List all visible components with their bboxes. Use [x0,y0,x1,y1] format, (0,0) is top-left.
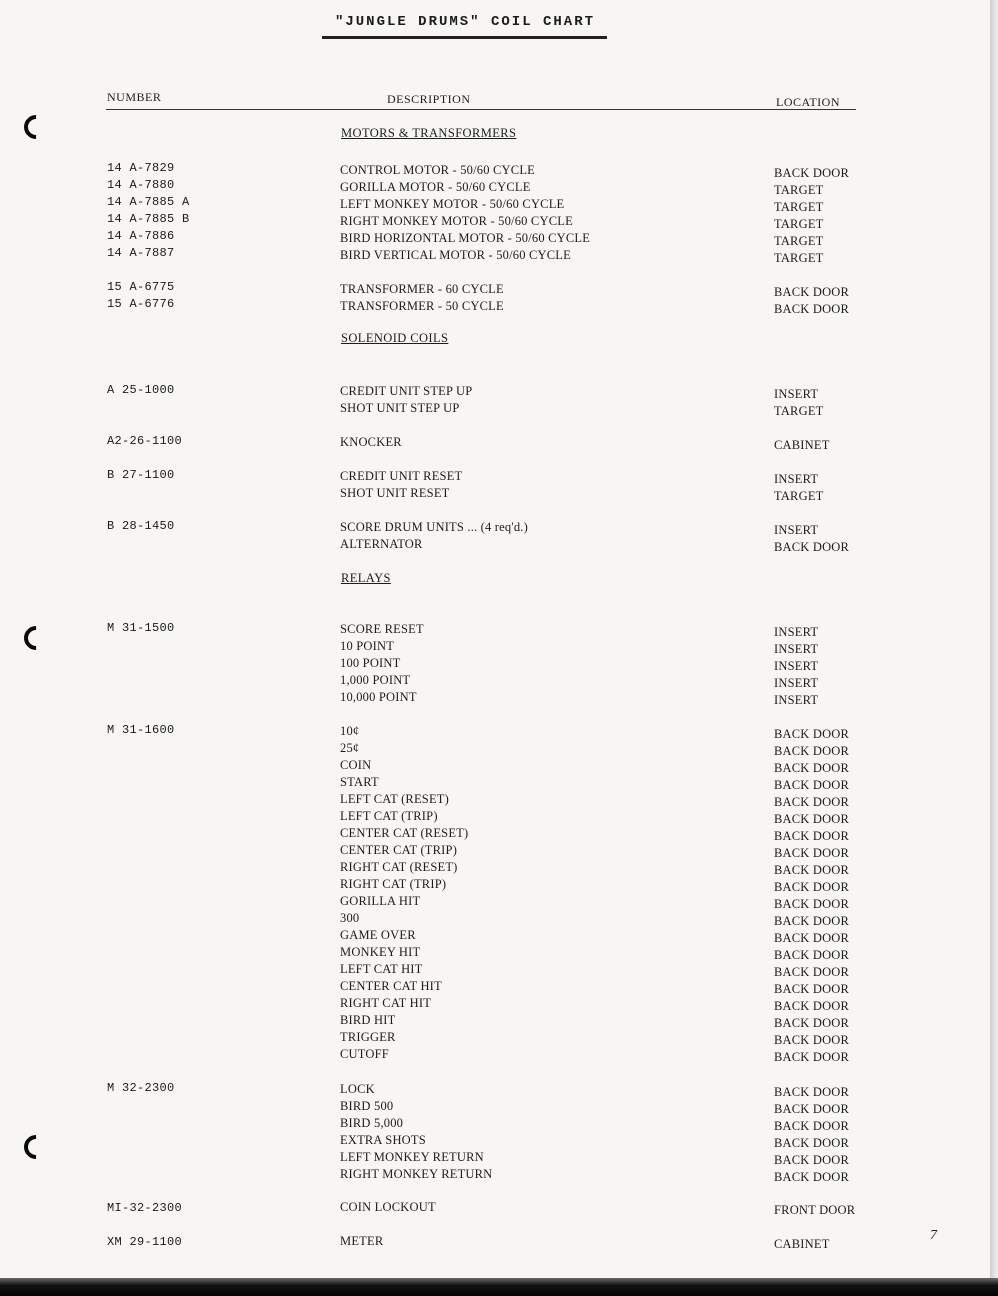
part-description: 10¢ [340,724,360,738]
part-location: BACK DOOR [774,1016,850,1030]
column-header-number: NUMBER [107,90,162,104]
part-location: TARGET [774,234,824,248]
part-number: XM 29-1100 [107,1235,183,1249]
part-description: TRANSFORMER - 60 CYCLE [340,282,504,296]
part-location: BACK DOOR [774,880,850,894]
part-description: RIGHT CAT (TRIP) [340,877,447,891]
part-location: BACK DOOR [774,1119,850,1133]
column-header-location: LOCATION [776,95,840,109]
part-description: START [340,775,379,789]
part-location: BACK DOOR [774,863,850,877]
part-location: BACK DOOR [774,931,850,945]
part-location: BACK DOOR [774,914,850,928]
part-location: BACK DOOR [774,948,850,962]
part-number: B 27-1100 [107,468,175,482]
part-number: M 31-1600 [107,723,175,737]
part-location: BACK DOOR [774,1102,850,1116]
part-description: METER [340,1234,384,1248]
part-description: BIRD VERTICAL MOTOR - 50/60 CYCLE [340,248,571,262]
part-location: CABINET [774,438,830,452]
part-description: BIRD 5,000 [340,1116,404,1130]
part-location: BACK DOOR [774,1136,850,1150]
section-heading: RELAYS [341,571,391,585]
part-description: LEFT CAT HIT [340,962,423,976]
part-description: 300 [340,911,360,925]
part-number: A2-26-1100 [107,434,183,448]
part-location: INSERT [774,642,819,656]
document-title: "JUNGLE DRUMS" COIL CHART [334,14,596,30]
part-location: INSERT [774,387,819,401]
part-location: TARGET [774,404,824,418]
part-description: 100 POINT [340,656,401,670]
part-location: BACK DOOR [774,727,850,741]
part-location: TARGET [774,489,824,503]
part-location: TARGET [774,217,824,231]
part-location: BACK DOOR [774,302,850,316]
page-number: 7 [930,1228,937,1243]
part-description: ALTERNATOR [340,537,423,551]
part-number: 14 A-7885 B [107,212,190,226]
part-location: TARGET [774,251,824,265]
section-heading: SOLENOID COILS [341,331,449,345]
part-description: CUTOFF [340,1047,389,1061]
part-number: M 31-1500 [107,621,175,635]
part-location: BACK DOOR [774,778,850,792]
part-location: BACK DOOR [774,744,850,758]
part-location: BACK DOOR [774,812,850,826]
part-description: TRANSFORMER - 50 CYCLE [340,299,504,313]
part-description: KNOCKER [340,435,402,449]
part-location: INSERT [774,472,819,486]
part-description: 25¢ [340,741,360,755]
part-location: BACK DOOR [774,1170,850,1184]
part-location: FRONT DOOR [774,1203,856,1217]
part-description: LEFT CAT (RESET) [340,792,449,806]
part-location: BACK DOOR [774,1050,850,1064]
part-description: GORILLA MOTOR - 50/60 CYCLE [340,180,531,194]
part-location: BACK DOOR [774,982,850,996]
part-description: RIGHT CAT HIT [340,996,432,1010]
part-location: BACK DOOR [774,1153,850,1167]
part-description: GORILLA HIT [340,894,421,908]
part-location: BACK DOOR [774,1085,850,1099]
part-number: 14 A-7886 [107,229,175,243]
part-location: BACK DOOR [774,999,850,1013]
part-number: B 28-1450 [107,519,175,533]
part-location: BACK DOOR [774,846,850,860]
part-description: LOCK [340,1082,375,1096]
part-description: RIGHT MONKEY MOTOR - 50/60 CYCLE [340,214,573,228]
part-description: COIN LOCKOUT [340,1200,436,1214]
part-description: 1,000 POINT [340,673,411,687]
part-location: BACK DOOR [774,540,850,554]
part-description: CENTER CAT HIT [340,979,442,993]
part-description: GAME OVER [340,928,416,942]
part-location: CABINET [774,1237,830,1251]
part-description: SHOT UNIT RESET [340,486,450,500]
part-location: BACK DOOR [774,829,850,843]
part-description: 10,000 POINT [340,690,417,704]
part-description: MONKEY HIT [340,945,421,959]
part-location: BACK DOOR [774,897,850,911]
part-description: EXTRA SHOTS [340,1133,426,1147]
part-description: RIGHT MONKEY RETURN [340,1167,493,1181]
part-description: CENTER CAT (RESET) [340,826,469,840]
page-bottom-shadow [0,1278,998,1296]
part-number: MI-32-2300 [107,1201,183,1215]
part-description: SCORE RESET [340,622,424,636]
part-number: A 25-1000 [107,383,175,397]
part-description: CREDIT UNIT RESET [340,469,463,483]
part-number: 15 A-6775 [107,280,175,294]
part-location: TARGET [774,200,824,214]
part-number: 14 A-7829 [107,161,175,175]
section-heading: MOTORS & TRANSFORMERS [341,126,517,140]
part-number: M 32-2300 [107,1081,175,1095]
part-description: SHOT UNIT STEP UP [340,401,460,415]
part-location: INSERT [774,693,819,707]
part-location: BACK DOOR [774,166,850,180]
part-description: SCORE DRUM UNITS ... (4 req'd.) [340,520,528,534]
part-description: BIRD HORIZONTAL MOTOR - 50/60 CYCLE [340,231,591,245]
part-location: BACK DOOR [774,965,850,979]
part-description: CENTER CAT (TRIP) [340,843,458,857]
part-location: BACK DOOR [774,285,850,299]
part-number: 14 A-7880 [107,178,175,192]
part-location: BACK DOOR [774,1033,850,1047]
part-description: LEFT CAT (TRIP) [340,809,438,823]
part-description: CONTROL MOTOR - 50/60 CYCLE [340,163,535,177]
part-location: INSERT [774,625,819,639]
part-description: TRIGGER [340,1030,396,1044]
part-number: 14 A-7885 A [107,195,190,209]
page-edge-shadow [990,0,998,1296]
part-description: 10 POINT [340,639,395,653]
part-location: TARGET [774,183,824,197]
part-description: BIRD HIT [340,1013,396,1027]
part-description: BIRD 500 [340,1099,394,1113]
part-location: BACK DOOR [774,761,850,775]
part-description: COIN [340,758,372,772]
title-underline [322,36,607,39]
part-number: 15 A-6776 [107,297,175,311]
part-description: RIGHT CAT (RESET) [340,860,458,874]
part-location: INSERT [774,659,819,673]
part-location: BACK DOOR [774,795,850,809]
header-rule [106,109,856,110]
part-description: CREDIT UNIT STEP UP [340,384,473,398]
column-header-description: DESCRIPTION [387,92,471,106]
part-number: 14 A-7887 [107,246,175,260]
part-description: LEFT MONKEY RETURN [340,1150,484,1164]
part-description: LEFT MONKEY MOTOR - 50/60 CYCLE [340,197,565,211]
part-location: INSERT [774,676,819,690]
part-location: INSERT [774,523,819,537]
